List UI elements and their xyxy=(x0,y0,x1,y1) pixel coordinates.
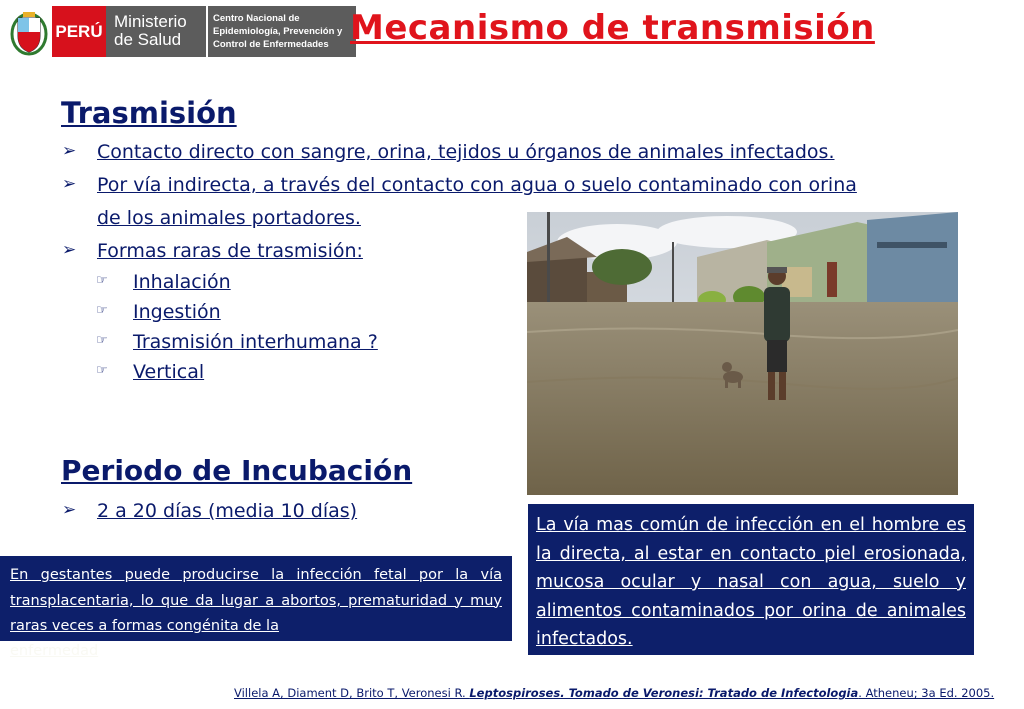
header-logo-bar xyxy=(6,6,356,57)
ministerio-line: de Salud xyxy=(114,30,182,49)
incubacion-heading: Periodo de Incubación xyxy=(61,454,413,487)
sub-list-item-text[interactable]: Ingestión xyxy=(133,301,221,323)
arrowhead-icon: ➢ xyxy=(62,174,77,194)
arrowhead-icon: ➢ xyxy=(62,240,77,260)
note-text[interactable]: La vía mas común de infección en el hombre es la directa, al estar en contacto piel erosionada, mucosa ocular y nasal con agua, suelo y alimentos contaminados por orina de animales infectados. xyxy=(536,515,966,649)
pointing-hand-icon: ☞ xyxy=(96,363,108,378)
list-item-text[interactable]: de los animales portadores. xyxy=(97,207,361,229)
reference-authors: Villela A, Diament D, Brito T, Veronesi R. xyxy=(234,686,470,700)
arrowhead-icon: ➢ xyxy=(62,141,77,161)
sub-list-item-text[interactable]: Inhalación xyxy=(133,271,231,293)
sub-list-item-text[interactable]: Trasmisión interhumana ? xyxy=(133,331,378,353)
flood-photo xyxy=(527,212,958,495)
cdc-logo xyxy=(206,6,356,57)
list-item-text[interactable]: Formas raras de trasmisión: xyxy=(97,240,363,262)
sub-list-item-text[interactable]: Vertical xyxy=(133,361,205,383)
transmision-heading: Trasmisión xyxy=(61,96,237,130)
cdc-line: Centro Nacional de xyxy=(213,13,300,24)
coat-of-arms-icon xyxy=(6,6,52,57)
note-box-transmission xyxy=(528,504,974,655)
arrowhead-icon: ➢ xyxy=(62,500,77,520)
cdc-line: Epidemiología, Prevención y xyxy=(213,26,343,37)
ministerio-line: Ministerio xyxy=(114,12,187,31)
cdc-line: Control de Enfermedades xyxy=(213,39,329,50)
pointing-hand-icon: ☞ xyxy=(96,273,108,288)
ministerio-logo xyxy=(106,6,206,57)
page-title: Mecanismo de transmisión xyxy=(350,8,875,48)
pointing-hand-icon: ☞ xyxy=(96,333,108,348)
peru-logo: PERÚ xyxy=(52,6,106,57)
list-item-text[interactable]: 2 a 20 días (media 10 días) xyxy=(97,500,358,522)
list-item-text[interactable]: Contacto directo con sangre, orina, tejidos u órganos de animales infectados. xyxy=(97,141,835,163)
note-text[interactable]: En gestantes puede producirse la infección fetal por la vía transplacentaria, lo que da lugar a abortos, prematuridad y muy raras veces a formas congénita de la xyxy=(10,567,502,634)
pointing-hand-icon: ☞ xyxy=(96,303,108,318)
reference-work: Leptospiroses. Tomado de Veronesi: Tratado de Infectologia xyxy=(469,686,859,700)
note-box-gestantes xyxy=(0,556,512,641)
note-overflow-text: enfermedad xyxy=(10,643,99,659)
reference-citation[interactable] xyxy=(234,686,994,700)
reference-edition: . Atheneu; 3a Ed. 2005. xyxy=(858,686,995,700)
list-item-text[interactable]: Por vía indirecta, a través del contacto con agua o suelo contaminado con orina xyxy=(97,174,857,196)
